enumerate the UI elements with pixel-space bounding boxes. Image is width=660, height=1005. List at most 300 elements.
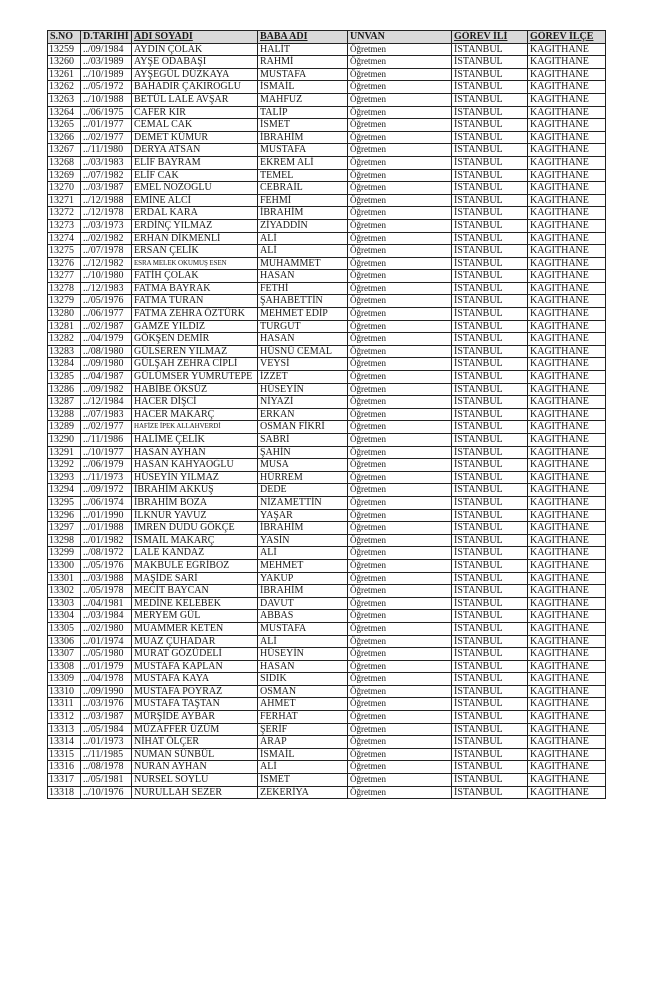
cell-full-name: MUSTAFA KAYA (132, 673, 258, 686)
cell-sno: 13262 (48, 81, 81, 94)
cell-full-name: MUSTAFA TAŞTAN (132, 698, 258, 711)
cell-duty-province: İSTANBUL (452, 421, 528, 434)
cell-birth-date: ../06/1975 (81, 106, 132, 119)
cell-sno: 13281 (48, 320, 81, 333)
cell-duty-province: İSTANBUL (452, 597, 528, 610)
table-row (48, 169, 606, 182)
cell-father-name: SABRİ (258, 434, 348, 447)
cell-father-name: OSMAN FİKRİ (258, 421, 348, 434)
cell-duty-province: İSTANBUL (452, 572, 528, 585)
cell-duty-district: KAĞITHANE (528, 711, 606, 724)
cell-duty-district: KAĞITHANE (528, 207, 606, 220)
cell-father-name: MUHAMMET (258, 257, 348, 270)
cell-birth-date: ../05/1976 (81, 295, 132, 308)
cell-sno: 13318 (48, 786, 81, 799)
cell-duty-province: İSTANBUL (452, 509, 528, 522)
cell-full-name: NURULLAH SEZER (132, 786, 258, 799)
cell-birth-date: ../06/1974 (81, 496, 132, 509)
table-row (48, 81, 606, 94)
cell-duty-district: KAĞITHANE (528, 56, 606, 69)
cell-birth-date: ../07/1978 (81, 245, 132, 258)
cell-sno: 13295 (48, 496, 81, 509)
cell-duty-district: KAĞITHANE (528, 496, 606, 509)
cell-birth-date: ../10/1977 (81, 446, 132, 459)
cell-title: Öğretmen (348, 257, 452, 270)
cell-sno: 13305 (48, 622, 81, 635)
cell-birth-date: ../09/1982 (81, 383, 132, 396)
cell-title: Öğretmen (348, 610, 452, 623)
cell-duty-district: KAĞITHANE (528, 534, 606, 547)
table-row (48, 572, 606, 585)
cell-full-name: NURAN AYHAN (132, 761, 258, 774)
cell-sno: 13293 (48, 471, 81, 484)
cell-birth-date: ../08/1972 (81, 547, 132, 560)
cell-title: Öğretmen (348, 169, 452, 182)
cell-duty-district: KAĞITHANE (528, 219, 606, 232)
cell-duty-province: İSTANBUL (452, 257, 528, 270)
header-full-name: ADI SOYADI (132, 31, 258, 44)
cell-sno: 13301 (48, 572, 81, 585)
cell-sno: 13274 (48, 232, 81, 245)
cell-duty-province: İSTANBUL (452, 232, 528, 245)
cell-duty-province: İSTANBUL (452, 434, 528, 447)
cell-birth-date: ../11/1980 (81, 144, 132, 157)
cell-father-name: NİZAMETTİN (258, 496, 348, 509)
cell-title: Öğretmen (348, 156, 452, 169)
cell-father-name: TEMEL (258, 169, 348, 182)
cell-father-name: İSMET (258, 119, 348, 132)
cell-title: Öğretmen (348, 119, 452, 132)
table-row (48, 43, 606, 56)
cell-title: Öğretmen (348, 282, 452, 295)
cell-duty-district: KAĞITHANE (528, 396, 606, 409)
cell-duty-province: İSTANBUL (452, 459, 528, 472)
cell-duty-province: İSTANBUL (452, 169, 528, 182)
cell-father-name: FEHMİ (258, 194, 348, 207)
cell-full-name: İBRAHİM AKKUŞ (132, 484, 258, 497)
cell-father-name: İSMAİL (258, 81, 348, 94)
table-row (48, 547, 606, 560)
cell-full-name: ELİF CAK (132, 169, 258, 182)
cell-sno: 13311 (48, 698, 81, 711)
cell-full-name: ERSAN ÇELİK (132, 245, 258, 258)
cell-full-name: ELİF BAYRAM (132, 156, 258, 169)
table-row (48, 496, 606, 509)
cell-title: Öğretmen (348, 786, 452, 799)
cell-full-name: HASAN AYHAN (132, 446, 258, 459)
cell-birth-date: ../02/1977 (81, 131, 132, 144)
cell-title: Öğretmen (348, 43, 452, 56)
cell-father-name: ABBAS (258, 610, 348, 623)
cell-full-name: CAFER KIR (132, 106, 258, 119)
cell-full-name: FATİH ÇOLAK (132, 270, 258, 283)
cell-full-name: FATMA TURAN (132, 295, 258, 308)
cell-full-name: İMREN DUDU GÖKÇE (132, 522, 258, 535)
cell-title: Öğretmen (348, 408, 452, 421)
table-row (48, 421, 606, 434)
table-row (48, 207, 606, 220)
cell-duty-province: İSTANBUL (452, 711, 528, 724)
cell-birth-date: ../09/1984 (81, 43, 132, 56)
cell-duty-district: KAĞITHANE (528, 660, 606, 673)
cell-duty-province: İSTANBUL (452, 106, 528, 119)
cell-duty-district: KAĞITHANE (528, 459, 606, 472)
cell-title: Öğretmen (348, 245, 452, 258)
cell-birth-date: ../01/1977 (81, 119, 132, 132)
cell-sno: 13303 (48, 597, 81, 610)
cell-birth-date: ../03/1987 (81, 182, 132, 195)
cell-father-name: ZİYADDİN (258, 219, 348, 232)
cell-duty-district: KAĞITHANE (528, 736, 606, 749)
cell-full-name: MURAT GÖZÜDELİ (132, 648, 258, 661)
cell-duty-province: İSTANBUL (452, 522, 528, 535)
cell-title: Öğretmen (348, 371, 452, 384)
header-title: UNVAN (348, 31, 452, 44)
cell-duty-province: İSTANBUL (452, 761, 528, 774)
cell-duty-district: KAĞITHANE (528, 610, 606, 623)
cell-title: Öğretmen (348, 597, 452, 610)
table-row (48, 723, 606, 736)
cell-sno: 13278 (48, 282, 81, 295)
cell-father-name: ALİ (258, 547, 348, 560)
cell-full-name: GAMZE YILDIZ (132, 320, 258, 333)
cell-father-name: NİYAZİ (258, 396, 348, 409)
cell-title: Öğretmen (348, 295, 452, 308)
cell-birth-date: ../01/1973 (81, 736, 132, 749)
cell-duty-district: KAĞITHANE (528, 270, 606, 283)
cell-title: Öğretmen (348, 81, 452, 94)
cell-full-name: AYŞE ODABAŞI (132, 56, 258, 69)
cell-full-name: AYDIN ÇOLAK (132, 43, 258, 56)
cell-duty-province: İSTANBUL (452, 245, 528, 258)
cell-father-name: EKREM ALİ (258, 156, 348, 169)
cell-duty-district: KAĞITHANE (528, 547, 606, 560)
cell-duty-district: KAĞITHANE (528, 144, 606, 157)
cell-father-name: İBRAHİM (258, 585, 348, 598)
cell-birth-date: ../01/1990 (81, 509, 132, 522)
cell-father-name: İBRAHİM (258, 131, 348, 144)
cell-sno: 13271 (48, 194, 81, 207)
cell-sno: 13284 (48, 358, 81, 371)
cell-duty-province: İSTANBUL (452, 484, 528, 497)
cell-title: Öğretmen (348, 685, 452, 698)
cell-duty-district: KAĞITHANE (528, 169, 606, 182)
cell-sno: 13272 (48, 207, 81, 220)
cell-birth-date: ../11/1985 (81, 748, 132, 761)
cell-sno: 13289 (48, 421, 81, 434)
cell-father-name: HÜSEYİN (258, 383, 348, 396)
cell-father-name: ARAP (258, 736, 348, 749)
cell-title: Öğretmen (348, 333, 452, 346)
cell-birth-date: ../10/1976 (81, 786, 132, 799)
cell-sno: 13313 (48, 723, 81, 736)
table-row (48, 371, 606, 384)
cell-duty-province: İSTANBUL (452, 446, 528, 459)
table-row (48, 446, 606, 459)
cell-duty-province: İSTANBUL (452, 660, 528, 673)
cell-birth-date: ../10/1989 (81, 68, 132, 81)
cell-full-name: MEDİNE KELEBEK (132, 597, 258, 610)
cell-birth-date: ../03/1984 (81, 610, 132, 623)
table-row (48, 522, 606, 535)
cell-duty-district: KAĞITHANE (528, 509, 606, 522)
cell-duty-province: İSTANBUL (452, 736, 528, 749)
cell-father-name: MUSTAFA (258, 68, 348, 81)
cell-title: Öğretmen (348, 68, 452, 81)
cell-title: Öğretmen (348, 383, 452, 396)
cell-title: Öğretmen (348, 748, 452, 761)
table-row (48, 509, 606, 522)
teacher-assignment-table (47, 30, 606, 799)
cell-title: Öğretmen (348, 673, 452, 686)
cell-title: Öğretmen (348, 534, 452, 547)
cell-duty-province: İSTANBUL (452, 371, 528, 384)
cell-father-name: HASAN (258, 333, 348, 346)
cell-birth-date: ../03/1987 (81, 711, 132, 724)
table-body (48, 43, 606, 799)
cell-duty-province: İSTANBUL (452, 144, 528, 157)
cell-duty-district: KAĞITHANE (528, 698, 606, 711)
cell-duty-province: İSTANBUL (452, 698, 528, 711)
cell-title: Öğretmen (348, 484, 452, 497)
cell-duty-district: KAĞITHANE (528, 471, 606, 484)
cell-birth-date: ../04/1981 (81, 597, 132, 610)
cell-father-name: HÜSNÜ CEMAL (258, 345, 348, 358)
cell-birth-date: ../03/1983 (81, 156, 132, 169)
cell-full-name: AYŞEGÜL DÜZKAYA (132, 68, 258, 81)
cell-sno: 13273 (48, 219, 81, 232)
cell-full-name: HAFİZE İPEK ALLAHVERDİ (132, 421, 258, 434)
cell-duty-district: KAĞITHANE (528, 421, 606, 434)
cell-duty-district: KAĞITHANE (528, 446, 606, 459)
cell-sno: 13269 (48, 169, 81, 182)
table-row (48, 245, 606, 258)
cell-sno: 13288 (48, 408, 81, 421)
cell-duty-province: İSTANBUL (452, 320, 528, 333)
table-row (48, 748, 606, 761)
cell-father-name: HALİT (258, 43, 348, 56)
cell-duty-province: İSTANBUL (452, 43, 528, 56)
cell-birth-date: ../03/1976 (81, 698, 132, 711)
cell-sno: 13297 (48, 522, 81, 535)
cell-duty-province: İSTANBUL (452, 194, 528, 207)
cell-duty-province: İSTANBUL (452, 182, 528, 195)
cell-father-name: ŞAHABETTİN (258, 295, 348, 308)
cell-father-name: ŞAHİN (258, 446, 348, 459)
table-row (48, 345, 606, 358)
cell-sno: 13314 (48, 736, 81, 749)
table-row (48, 660, 606, 673)
cell-birth-date: ../09/1980 (81, 358, 132, 371)
cell-birth-date: ../06/1979 (81, 459, 132, 472)
cell-title: Öğretmen (348, 232, 452, 245)
cell-title: Öğretmen (348, 622, 452, 635)
table-row (48, 774, 606, 787)
cell-title: Öğretmen (348, 320, 452, 333)
cell-sno: 13300 (48, 559, 81, 572)
cell-birth-date: ../08/1980 (81, 345, 132, 358)
table-row (48, 383, 606, 396)
cell-full-name: FATMA ZEHRA ÖZTÜRK (132, 308, 258, 321)
cell-duty-district: KAĞITHANE (528, 635, 606, 648)
cell-full-name: LALE KANDAZ (132, 547, 258, 560)
cell-title: Öğretmen (348, 421, 452, 434)
table-row (48, 106, 606, 119)
cell-father-name: MEHMET EDİP (258, 308, 348, 321)
cell-full-name: HASAN KAHYAOĞLU (132, 459, 258, 472)
table-row (48, 408, 606, 421)
cell-duty-district: KAĞITHANE (528, 119, 606, 132)
cell-father-name: MUSTAFA (258, 144, 348, 157)
cell-birth-date: ../02/1980 (81, 622, 132, 635)
cell-father-name: ALİ (258, 232, 348, 245)
cell-duty-district: KAĞITHANE (528, 257, 606, 270)
table-row (48, 156, 606, 169)
cell-birth-date: ../04/1978 (81, 673, 132, 686)
cell-full-name: HABİBE ÖKSÜZ (132, 383, 258, 396)
cell-duty-province: İSTANBUL (452, 119, 528, 132)
cell-birth-date: ../05/1972 (81, 81, 132, 94)
cell-duty-province: İSTANBUL (452, 534, 528, 547)
cell-sno: 13276 (48, 257, 81, 270)
cell-duty-district: KAĞITHANE (528, 408, 606, 421)
cell-birth-date: ../01/1979 (81, 660, 132, 673)
cell-full-name: ERDİNÇ YILMAZ (132, 219, 258, 232)
cell-father-name: RAHMİ (258, 56, 348, 69)
cell-birth-date: ../12/1978 (81, 207, 132, 220)
cell-birth-date: ../12/1983 (81, 282, 132, 295)
cell-sno: 13265 (48, 119, 81, 132)
cell-father-name: TALİP (258, 106, 348, 119)
table-row (48, 144, 606, 157)
table-row (48, 434, 606, 447)
cell-duty-district: KAĞITHANE (528, 131, 606, 144)
cell-title: Öğretmen (348, 308, 452, 321)
cell-birth-date: ../03/1988 (81, 572, 132, 585)
cell-title: Öğretmen (348, 345, 452, 358)
cell-father-name: MEHMET (258, 559, 348, 572)
cell-sno: 13312 (48, 711, 81, 724)
cell-duty-district: KAĞITHANE (528, 673, 606, 686)
cell-father-name: İZZET (258, 371, 348, 384)
cell-title: Öğretmen (348, 471, 452, 484)
cell-duty-district: KAĞITHANE (528, 572, 606, 585)
cell-duty-district: KAĞITHANE (528, 484, 606, 497)
cell-father-name: ŞERİF (258, 723, 348, 736)
cell-sno: 13296 (48, 509, 81, 522)
cell-sno: 13299 (48, 547, 81, 560)
table-row (48, 635, 606, 648)
cell-father-name: ERKAN (258, 408, 348, 421)
table-row (48, 270, 606, 283)
cell-title: Öğretmen (348, 434, 452, 447)
table-row (48, 194, 606, 207)
cell-sno: 13286 (48, 383, 81, 396)
cell-title: Öğretmen (348, 56, 452, 69)
cell-title: Öğretmen (348, 761, 452, 774)
cell-duty-province: İSTANBUL (452, 622, 528, 635)
table-row (48, 622, 606, 635)
cell-birth-date: ../05/1978 (81, 585, 132, 598)
cell-title: Öğretmen (348, 194, 452, 207)
cell-duty-district: KAĞITHANE (528, 194, 606, 207)
cell-duty-province: İSTANBUL (452, 610, 528, 623)
table-row (48, 232, 606, 245)
cell-birth-date: ../09/1990 (81, 685, 132, 698)
cell-full-name: NURSEL SOYLU (132, 774, 258, 787)
cell-sno: 13287 (48, 396, 81, 409)
cell-father-name: YAKUP (258, 572, 348, 585)
cell-sno: 13260 (48, 56, 81, 69)
table-row (48, 320, 606, 333)
cell-sno: 13310 (48, 685, 81, 698)
table-row (48, 585, 606, 598)
cell-duty-district: KAĞITHANE (528, 585, 606, 598)
cell-title: Öğretmen (348, 446, 452, 459)
cell-duty-province: İSTANBUL (452, 786, 528, 799)
cell-duty-district: KAĞITHANE (528, 345, 606, 358)
cell-duty-district: KAĞITHANE (528, 522, 606, 535)
cell-title: Öğretmen (348, 144, 452, 157)
cell-duty-province: İSTANBUL (452, 358, 528, 371)
cell-duty-district: KAĞITHANE (528, 308, 606, 321)
table-row (48, 685, 606, 698)
cell-father-name: YAŞAR (258, 509, 348, 522)
cell-duty-district: KAĞITHANE (528, 648, 606, 661)
cell-sno: 13285 (48, 371, 81, 384)
cell-full-name: MAKBULE EĞRİBOZ (132, 559, 258, 572)
cell-full-name: ERHAN DİKMENLİ (132, 232, 258, 245)
cell-father-name: ALİ (258, 245, 348, 258)
cell-duty-province: İSTANBUL (452, 496, 528, 509)
cell-full-name: MÜZAFFER ÜZÜM (132, 723, 258, 736)
header-duty-province: GÖREV İLİ (452, 31, 528, 44)
cell-duty-province: İSTANBUL (452, 156, 528, 169)
cell-full-name: İSMAİL MAKARÇ (132, 534, 258, 547)
cell-duty-province: İSTANBUL (452, 131, 528, 144)
cell-sno: 13277 (48, 270, 81, 283)
table-row (48, 257, 606, 270)
cell-birth-date: ../03/1989 (81, 56, 132, 69)
cell-father-name: İBRAHİM (258, 207, 348, 220)
table-row (48, 333, 606, 346)
cell-duty-district: KAĞITHANE (528, 723, 606, 736)
cell-sno: 13308 (48, 660, 81, 673)
table-row (48, 119, 606, 132)
cell-duty-province: İSTANBUL (452, 219, 528, 232)
cell-birth-date: ../12/1982 (81, 257, 132, 270)
cell-duty-province: İSTANBUL (452, 68, 528, 81)
cell-birth-date: ../06/1977 (81, 308, 132, 321)
table-row (48, 673, 606, 686)
cell-duty-province: İSTANBUL (452, 723, 528, 736)
cell-full-name: HALİME ÇELİK (132, 434, 258, 447)
cell-duty-province: İSTANBUL (452, 748, 528, 761)
cell-birth-date: ../08/1978 (81, 761, 132, 774)
cell-title: Öğretmen (348, 572, 452, 585)
cell-duty-district: KAĞITHANE (528, 333, 606, 346)
cell-duty-district: KAĞITHANE (528, 685, 606, 698)
cell-full-name: HÜSEYİN YILMAZ (132, 471, 258, 484)
cell-duty-province: İSTANBUL (452, 547, 528, 560)
cell-sno: 13306 (48, 635, 81, 648)
cell-sno: 13316 (48, 761, 81, 774)
cell-birth-date: ../12/1988 (81, 194, 132, 207)
cell-birth-date: ../05/1984 (81, 723, 132, 736)
cell-birth-date: ../01/1974 (81, 635, 132, 648)
cell-birth-date: ../05/1976 (81, 559, 132, 572)
table-row (48, 295, 606, 308)
